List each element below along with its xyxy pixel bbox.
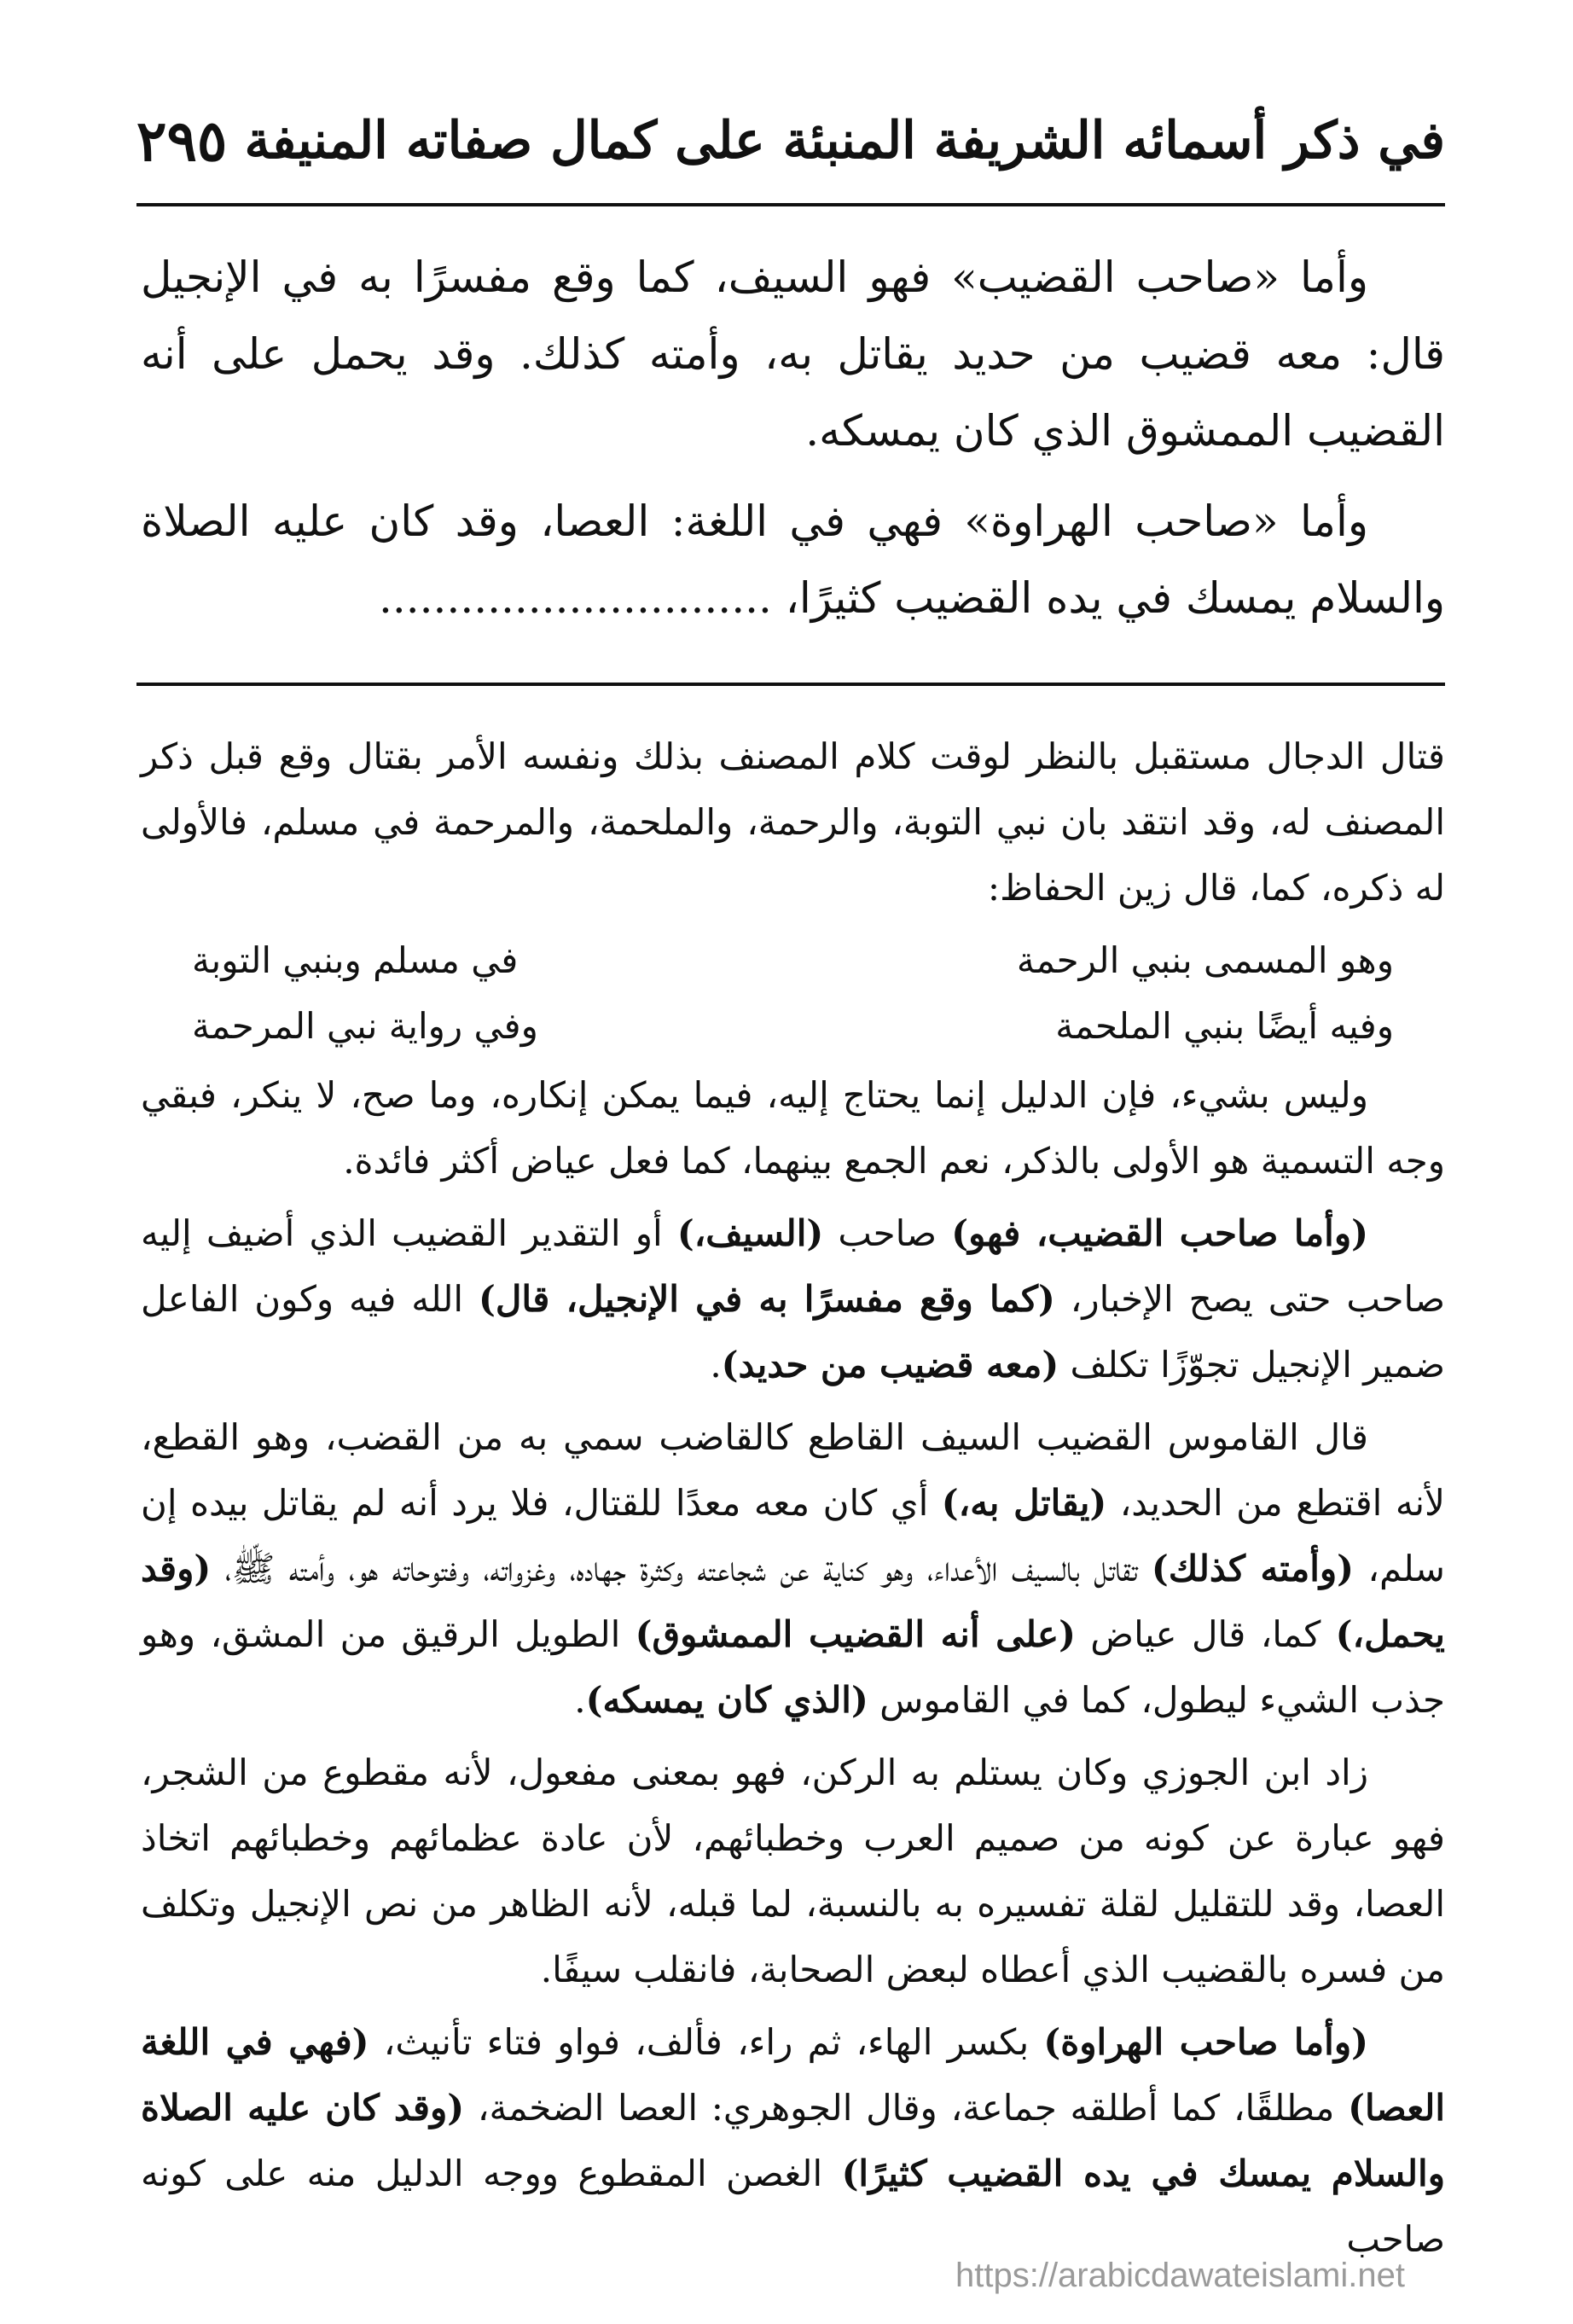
commentary-paragraph: [141, 1404, 1445, 1733]
running-title: في ذكر أسمائه الشريفة المنبئة على كمال صفاته المنيفة: [244, 111, 1445, 171]
page-header: [136, 102, 1445, 179]
header-rule: [136, 203, 1445, 206]
separator-rule: [136, 683, 1445, 686]
commentary-text: تقاتل بالسيف الأعداء، وهو كناية عن شجاعته وكثرة جهاده، وغزواته، وفتوحاته هو، وأمته ﷺ،: [211, 1548, 1152, 1589]
main-text: [141, 239, 1445, 650]
quoted-text: (وأمته كذلك): [1151, 1548, 1355, 1589]
commentary-paragraph: وليس بشيء، فإن الدليل إنما يحتاج إليه، فيما يمكن إنكاره، وما صح، لا ينكر، فبقي وجه التسمية هو الأولى بالذكر، نعم الجمع بينهما، كما فعل عياض أكثر فائدة.: [141, 1074, 1445, 1182]
commentary-paragraph: [141, 2009, 1445, 2272]
commentary-text: صاحب: [823, 1212, 952, 1254]
quoted-text: (وقد كان عليه الصلاة والسلام يمسك في يده القضيب كثيرًا): [141, 2087, 1445, 2194]
quoted-text: (الذي كان يمسكه): [585, 1679, 868, 1721]
hemistich: في مسلم وبنبي التوبة: [192, 939, 519, 981]
quoted-text: (على أنه القضيب الممشوق): [635, 1613, 1076, 1655]
page-number: ٢٩٥: [136, 107, 228, 174]
poem: [141, 927, 1445, 1059]
commentary-text: .: [710, 1344, 722, 1386]
commentary-text: أي كان معه معدًا للقتال، فلا يرد أنه لم يقاتل بيده إن سلم،: [141, 1482, 1445, 1589]
hemistich: وهو المسمى بنبي الرحمة: [1016, 939, 1394, 981]
quoted-text: (كما وقع مفسرًا به في الإنجيل، قال): [479, 1278, 1055, 1320]
commentary-text: قال القاموس القضيب السيف القاطع كالقاضب سمي به من القضب، وهو القطع، لأنه اقتطع من الحديد،: [141, 1416, 1445, 1524]
commentary-text: الله فيه وكون الفاعل ضمير الإنجيل تجوّزًا تكلف: [141, 1278, 1445, 1386]
commentary-paragraph: قتال الدجال مستقبل بالنظر لوقت كلام المصنف بذلك ونفسه الأمر بقتال وقع قبل ذكر المصنف له، وقد انتقد بان نبي التوبة، والرحمة، والملحمة، والمرحمة في مسلم، فالأولى له ذكره، كما، قال زين الحفاظ:: [141, 735, 1445, 909]
hemistich: وفي رواية نبي المرحمة: [192, 1005, 538, 1047]
commentary-text: الطويل الرقيق من المشق، وهو جذب الشيء ليطول، كما في القاموس: [141, 1613, 1445, 1721]
commentary-paragraph: [141, 1200, 1445, 1397]
watermark-url: https://arabicdawateislami.net: [955, 2257, 1405, 2294]
main-paragraph: [141, 483, 1445, 636]
commentary-text: الغصن المقطوع ووجه الدليل منه على كونه صاحب: [141, 2153, 1445, 2260]
commentary-text: مطلقًا، كما أطلقه جماعة، وقال الجوهري: العصا الضخمة،: [464, 2087, 1349, 2129]
commentary-text: كما، قال عياض: [1075, 1613, 1336, 1655]
commentary-text: بكسر الهاء، ثم راء، فألف، فواو فتاء تأنيث،: [369, 2021, 1044, 2063]
commentary-paragraph: زاد ابن الجوزي وكان يستلم به الركن، فهو بمعنى مفعول، لأنه مقطوع من الشجر، فهو عبارة عن كونه من صميم العرب وخطبائهم، لأن عادة عظمائهم وخطبائهم اتخاذ العصا، وقد للتقليل لقلة تفسيره به بالنسبة، لما قبله، لأنه الظاهر من نص الإنجيل وتكلف من فسره بالقضيب الذي أعطاه لبعض الصحابة، فانقلب سيفًا.: [141, 1752, 1445, 1990]
main-paragraph: وأما «صاحب القضيب» فهو السيف، كما وقع مفسرًا به في الإنجيل قال: معه قضيب من حديد يقاتل به، وأمته كذلك. وقد يحمل على أنه القضيب الممشوق الذي كان يمسكه.: [141, 253, 1445, 456]
quoted-text: (وقد يحمل،): [141, 1548, 1445, 1655]
commentary-text: .: [574, 1679, 586, 1721]
poem-verse: [192, 927, 1394, 993]
commentary: [141, 723, 1445, 2279]
quoted-text: (فهي في اللغة العصا): [141, 2021, 1445, 2129]
main-paragraph-text: وأما «صاحب الهراوة» فهي في اللغة: العصا، وقد كان عليه الصلاة والسلام يمسك في يده القضيب كثيرًا،: [141, 497, 1445, 623]
hemistich: وفيه أيضًا بنبي الملحمة: [1055, 1005, 1394, 1047]
quoted-text: (وأما صاحب الهراوة): [1043, 2021, 1368, 2063]
quoted-text: (السيف،): [676, 1212, 824, 1254]
continuation-dots: .............................: [378, 573, 772, 623]
quoted-text: (يقاتل به،): [941, 1482, 1107, 1524]
quoted-text: (معه قضيب من حديد): [721, 1344, 1059, 1386]
commentary-text: أو التقدير القضيب الذي أضيف إليه صاحب حتى يصح الإخبار،: [141, 1212, 1445, 1320]
poem-verse: [192, 993, 1394, 1059]
quoted-text: (وأما صاحب القضيب، فهو): [951, 1212, 1368, 1254]
